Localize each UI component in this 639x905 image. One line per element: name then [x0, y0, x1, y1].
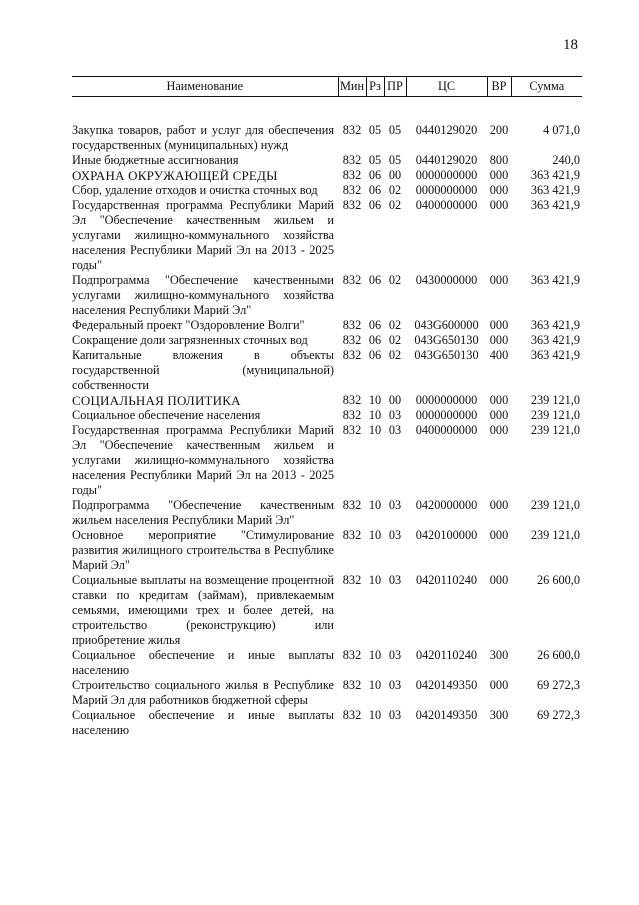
row-name: Социальное обеспечение населения [72, 408, 261, 422]
row-vr: 200 [489, 123, 509, 137]
row-vr: 800 [489, 153, 509, 167]
row-sum: 26 600,0 [536, 648, 580, 662]
budget-table [72, 76, 582, 738]
header-row [72, 77, 582, 97]
row-cs: 0440129020 [415, 153, 478, 167]
row-cs: 0420110240 [415, 648, 478, 662]
row-name: Сбор, удаление отходов и очистка сточных вод [72, 183, 318, 197]
row-vr: 000 [489, 678, 509, 692]
row-name: ОХРАНА ОКРУЖАЮЩЕЙ СРЕДЫ [72, 168, 278, 183]
table-row [72, 318, 582, 333]
row-min: 832 [342, 168, 362, 182]
row-rz: 05 [368, 123, 382, 137]
row-pr: 03 [388, 678, 402, 692]
table-row [72, 573, 582, 648]
row-cs: 0420110240 [415, 573, 478, 587]
header-vr: ВР [487, 77, 511, 97]
row-vr: 400 [489, 348, 509, 362]
row-vr: 300 [489, 648, 509, 662]
row-sum: 363 421,9 [530, 348, 580, 362]
row-name: Строительство социального жилья в Республике Марий Эл для работников бюджетной сферы [72, 678, 334, 707]
table-row [72, 153, 582, 168]
row-sum: 239 121,0 [530, 408, 580, 422]
row-cs: 0000000000 [415, 168, 478, 182]
row-cs: 0000000000 [415, 408, 478, 422]
row-min: 832 [342, 408, 362, 422]
row-rz: 10 [368, 393, 382, 407]
row-pr: 05 [388, 153, 402, 167]
table-header [72, 77, 582, 97]
row-vr: 000 [489, 273, 509, 287]
table-row [72, 198, 582, 273]
row-rz: 10 [368, 423, 382, 437]
header-sum: Сумма [511, 77, 582, 97]
row-vr: 000 [489, 528, 509, 542]
row-rz: 10 [368, 528, 382, 542]
table-row [72, 348, 582, 393]
row-sum: 240,0 [552, 153, 580, 167]
row-min: 832 [342, 153, 362, 167]
row-min: 832 [342, 498, 362, 512]
table-row [72, 678, 582, 708]
row-sum: 363 421,9 [530, 273, 580, 287]
row-name: Социальные выплаты на возмещение процентной ставки по кредитам (займам), привлекаемым семьями, имеющими трех и более детей, на строительство (реконструкцию) или приобретение жилья [72, 573, 334, 647]
row-name: Социальное обеспечение и иные выплаты населению [72, 648, 334, 677]
row-pr: 02 [388, 198, 402, 212]
header-pr: ПР [384, 77, 406, 97]
row-pr: 00 [388, 168, 402, 182]
row-min: 832 [342, 528, 362, 542]
header-min: Мин [338, 77, 366, 97]
table-row [72, 183, 582, 198]
row-cs: 043G650130 [414, 333, 479, 347]
table-body [72, 97, 582, 739]
row-min: 832 [342, 648, 362, 662]
row-min: 832 [342, 348, 362, 362]
row-cs: 0420149350 [415, 678, 478, 692]
row-cs: 043G600000 [414, 318, 479, 332]
row-rz: 10 [368, 573, 382, 587]
row-sum: 69 272,3 [536, 678, 580, 692]
table-row [72, 423, 582, 498]
row-pr: 02 [388, 333, 402, 347]
row-pr: 05 [388, 123, 402, 137]
row-cs: 0000000000 [415, 183, 478, 197]
header-rz: Рз [366, 77, 384, 97]
row-rz: 06 [368, 348, 382, 362]
row-cs: 0000000000 [415, 393, 478, 407]
row-vr: 000 [489, 168, 509, 182]
row-rz: 10 [368, 648, 382, 662]
row-name: Федеральный проект "Оздоровление Волги" [72, 318, 305, 332]
header-name: Наименование [72, 77, 338, 97]
row-sum: 239 121,0 [530, 498, 580, 512]
row-vr: 000 [489, 498, 509, 512]
row-cs: 0400000000 [415, 198, 478, 212]
row-vr: 000 [489, 333, 509, 347]
row-min: 832 [342, 708, 362, 722]
row-rz: 06 [368, 333, 382, 347]
row-rz: 10 [368, 498, 382, 512]
row-sum: 363 421,9 [530, 168, 580, 182]
row-sum: 363 421,9 [530, 183, 580, 197]
row-min: 832 [342, 183, 362, 197]
row-sum: 239 121,0 [530, 528, 580, 542]
row-sum: 363 421,9 [530, 198, 580, 212]
row-sum: 239 121,0 [530, 393, 580, 407]
row-pr: 03 [388, 423, 402, 437]
row-name: СОЦИАЛЬНАЯ ПОЛИТИКА [72, 393, 241, 408]
row-min: 832 [342, 423, 362, 437]
row-min: 832 [342, 123, 362, 137]
row-rz: 10 [368, 408, 382, 422]
row-rz: 06 [368, 168, 382, 182]
row-pr: 02 [388, 273, 402, 287]
row-cs: 0430000000 [415, 273, 478, 287]
row-sum: 69 272,3 [536, 708, 580, 722]
row-cs: 0420000000 [415, 498, 478, 512]
row-vr: 000 [489, 198, 509, 212]
row-min: 832 [342, 678, 362, 692]
row-vr: 000 [489, 318, 509, 332]
row-pr: 03 [388, 408, 402, 422]
row-vr: 000 [489, 393, 509, 407]
table-row [72, 168, 582, 183]
row-name: Государственная программа Республики Марий Эл "Обеспечение качественным жильем и услугами жилищно-коммунального хозяйства населения Республики Марий Эл на 2013 - 2025 годы" [72, 423, 334, 497]
table-row [72, 333, 582, 348]
row-cs: 0440129020 [415, 123, 478, 137]
row-sum: 26 600,0 [536, 573, 580, 587]
row-rz: 06 [368, 318, 382, 332]
row-sum: 239 121,0 [530, 423, 580, 437]
row-name: Государственная программа Республики Марий Эл "Обеспечение качественным жильем и услугами жилищно-коммунального хозяйства населения Республики Марий Эл на 2013 - 2025 годы" [72, 198, 334, 272]
row-pr: 02 [388, 183, 402, 197]
row-pr: 03 [388, 498, 402, 512]
page-number: 18 [563, 37, 578, 53]
table-row [72, 97, 582, 154]
row-pr: 00 [388, 393, 402, 407]
row-vr: 300 [489, 708, 509, 722]
row-rz: 06 [368, 273, 382, 287]
table-row [72, 498, 582, 528]
row-name: Капитальные вложения в объекты государственной (муниципальной) собственности [72, 348, 334, 392]
table-row [72, 648, 582, 678]
row-name: Социальное обеспечение и иные выплаты населению [72, 708, 334, 737]
row-pr: 03 [388, 528, 402, 542]
row-rz: 10 [368, 678, 382, 692]
row-name: Иные бюджетные ассигнования [72, 153, 239, 167]
row-pr: 03 [388, 708, 402, 722]
row-name: Подпрограмма "Обеспечение качественными услугами жилищно-коммунального хозяйства населения Республики Марий Эл" [72, 273, 334, 317]
row-min: 832 [342, 573, 362, 587]
table-row [72, 393, 582, 408]
row-sum: 4 071,0 [543, 123, 580, 137]
row-min: 832 [342, 393, 362, 407]
row-vr: 000 [489, 183, 509, 197]
row-pr: 03 [388, 573, 402, 587]
row-cs: 0420149350 [415, 708, 478, 722]
table-row [72, 708, 582, 738]
row-name: Сокращение доли загрязненных сточных вод [72, 333, 308, 347]
row-name: Подпрограмма "Обеспечение качественным жильем населения Республики Марий Эл" [72, 498, 334, 527]
row-rz: 10 [368, 708, 382, 722]
table-row [72, 273, 582, 318]
row-name: Основное мероприятие "Стимулирование развития жилищного строительства в Республике Марий Эл" [72, 528, 334, 572]
row-cs: 0400000000 [415, 423, 478, 437]
row-name: Закупка товаров, работ и услуг для обеспечения государственных (муниципальных) нужд [72, 123, 334, 152]
row-pr: 02 [388, 318, 402, 332]
row-cs: 043G650130 [414, 348, 479, 362]
row-min: 832 [342, 198, 362, 212]
row-vr: 000 [489, 573, 509, 587]
table-row [72, 408, 582, 423]
row-min: 832 [342, 333, 362, 347]
row-pr: 02 [388, 348, 402, 362]
row-min: 832 [342, 318, 362, 332]
row-vr: 000 [489, 423, 509, 437]
row-rz: 06 [368, 198, 382, 212]
header-cs: ЦС [406, 77, 487, 97]
row-sum: 363 421,9 [530, 333, 580, 347]
row-min: 832 [342, 273, 362, 287]
row-cs: 0420100000 [415, 528, 478, 542]
row-pr: 03 [388, 648, 402, 662]
row-rz: 05 [368, 153, 382, 167]
row-vr: 000 [489, 408, 509, 422]
row-rz: 06 [368, 183, 382, 197]
row-sum: 363 421,9 [530, 318, 580, 332]
table-row [72, 528, 582, 573]
